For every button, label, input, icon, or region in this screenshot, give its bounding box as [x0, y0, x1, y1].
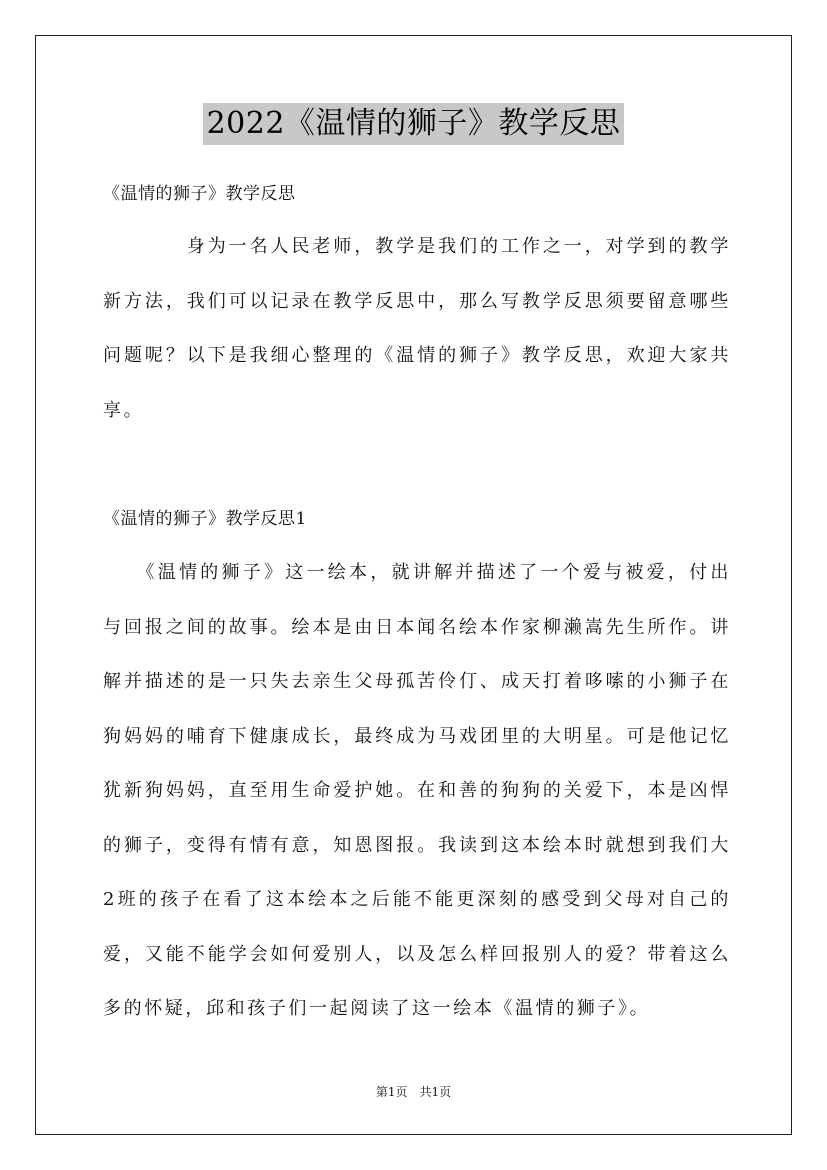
document-title: 2022《温情的狮子》教学反思: [203, 103, 625, 145]
section-body-paragraph: 《温情的狮子》这一绘本，就讲解并描述了一个爱与被爱，付出与回报之间的故事。绘本是由日本闻名绘本作家柳濑嵩先生所作。讲解并描述的是一只失去亲生父母孤苦伶仃、成天打着哆嗦的小狮子在狗妈妈的哺育下健康成长，最终成为马戏团里的大明星。可是他记忆犹新狗妈妈，直至用生命爱护她。在和善的狗狗的关爱下，本是凶悍的狮子，变得有情有意，知恩图报。我读到这本绘本时就想到我们大2班的孩子在看了这本绘本之后能不能更深刻的感受到父母对自己的爱，又能不能学会如何爱别人，以及怎么样回报别人的爱？带着这么多的怀疑，邱和孩子们一起阅读了这一绘本《温情的狮子》。: [103, 562, 731, 1019]
intro-paragraph: 身为一名人民老师，教学是我们的工作之一，对学到的教学新方法，我们可以记录在教学反思中，那么写教学反思须要留意哪些问题呢？以下是我细心整理的《温情的狮子》教学反思，欢迎大家共享。: [103, 236, 731, 421]
page-footer: 第1页 共1页: [375, 1085, 452, 1099]
title-container: [0, 103, 827, 145]
section-heading: 《温情的狮子》教学反思1: [103, 509, 307, 529]
document-subtitle: 《温情的狮子》教学反思: [103, 184, 296, 204]
